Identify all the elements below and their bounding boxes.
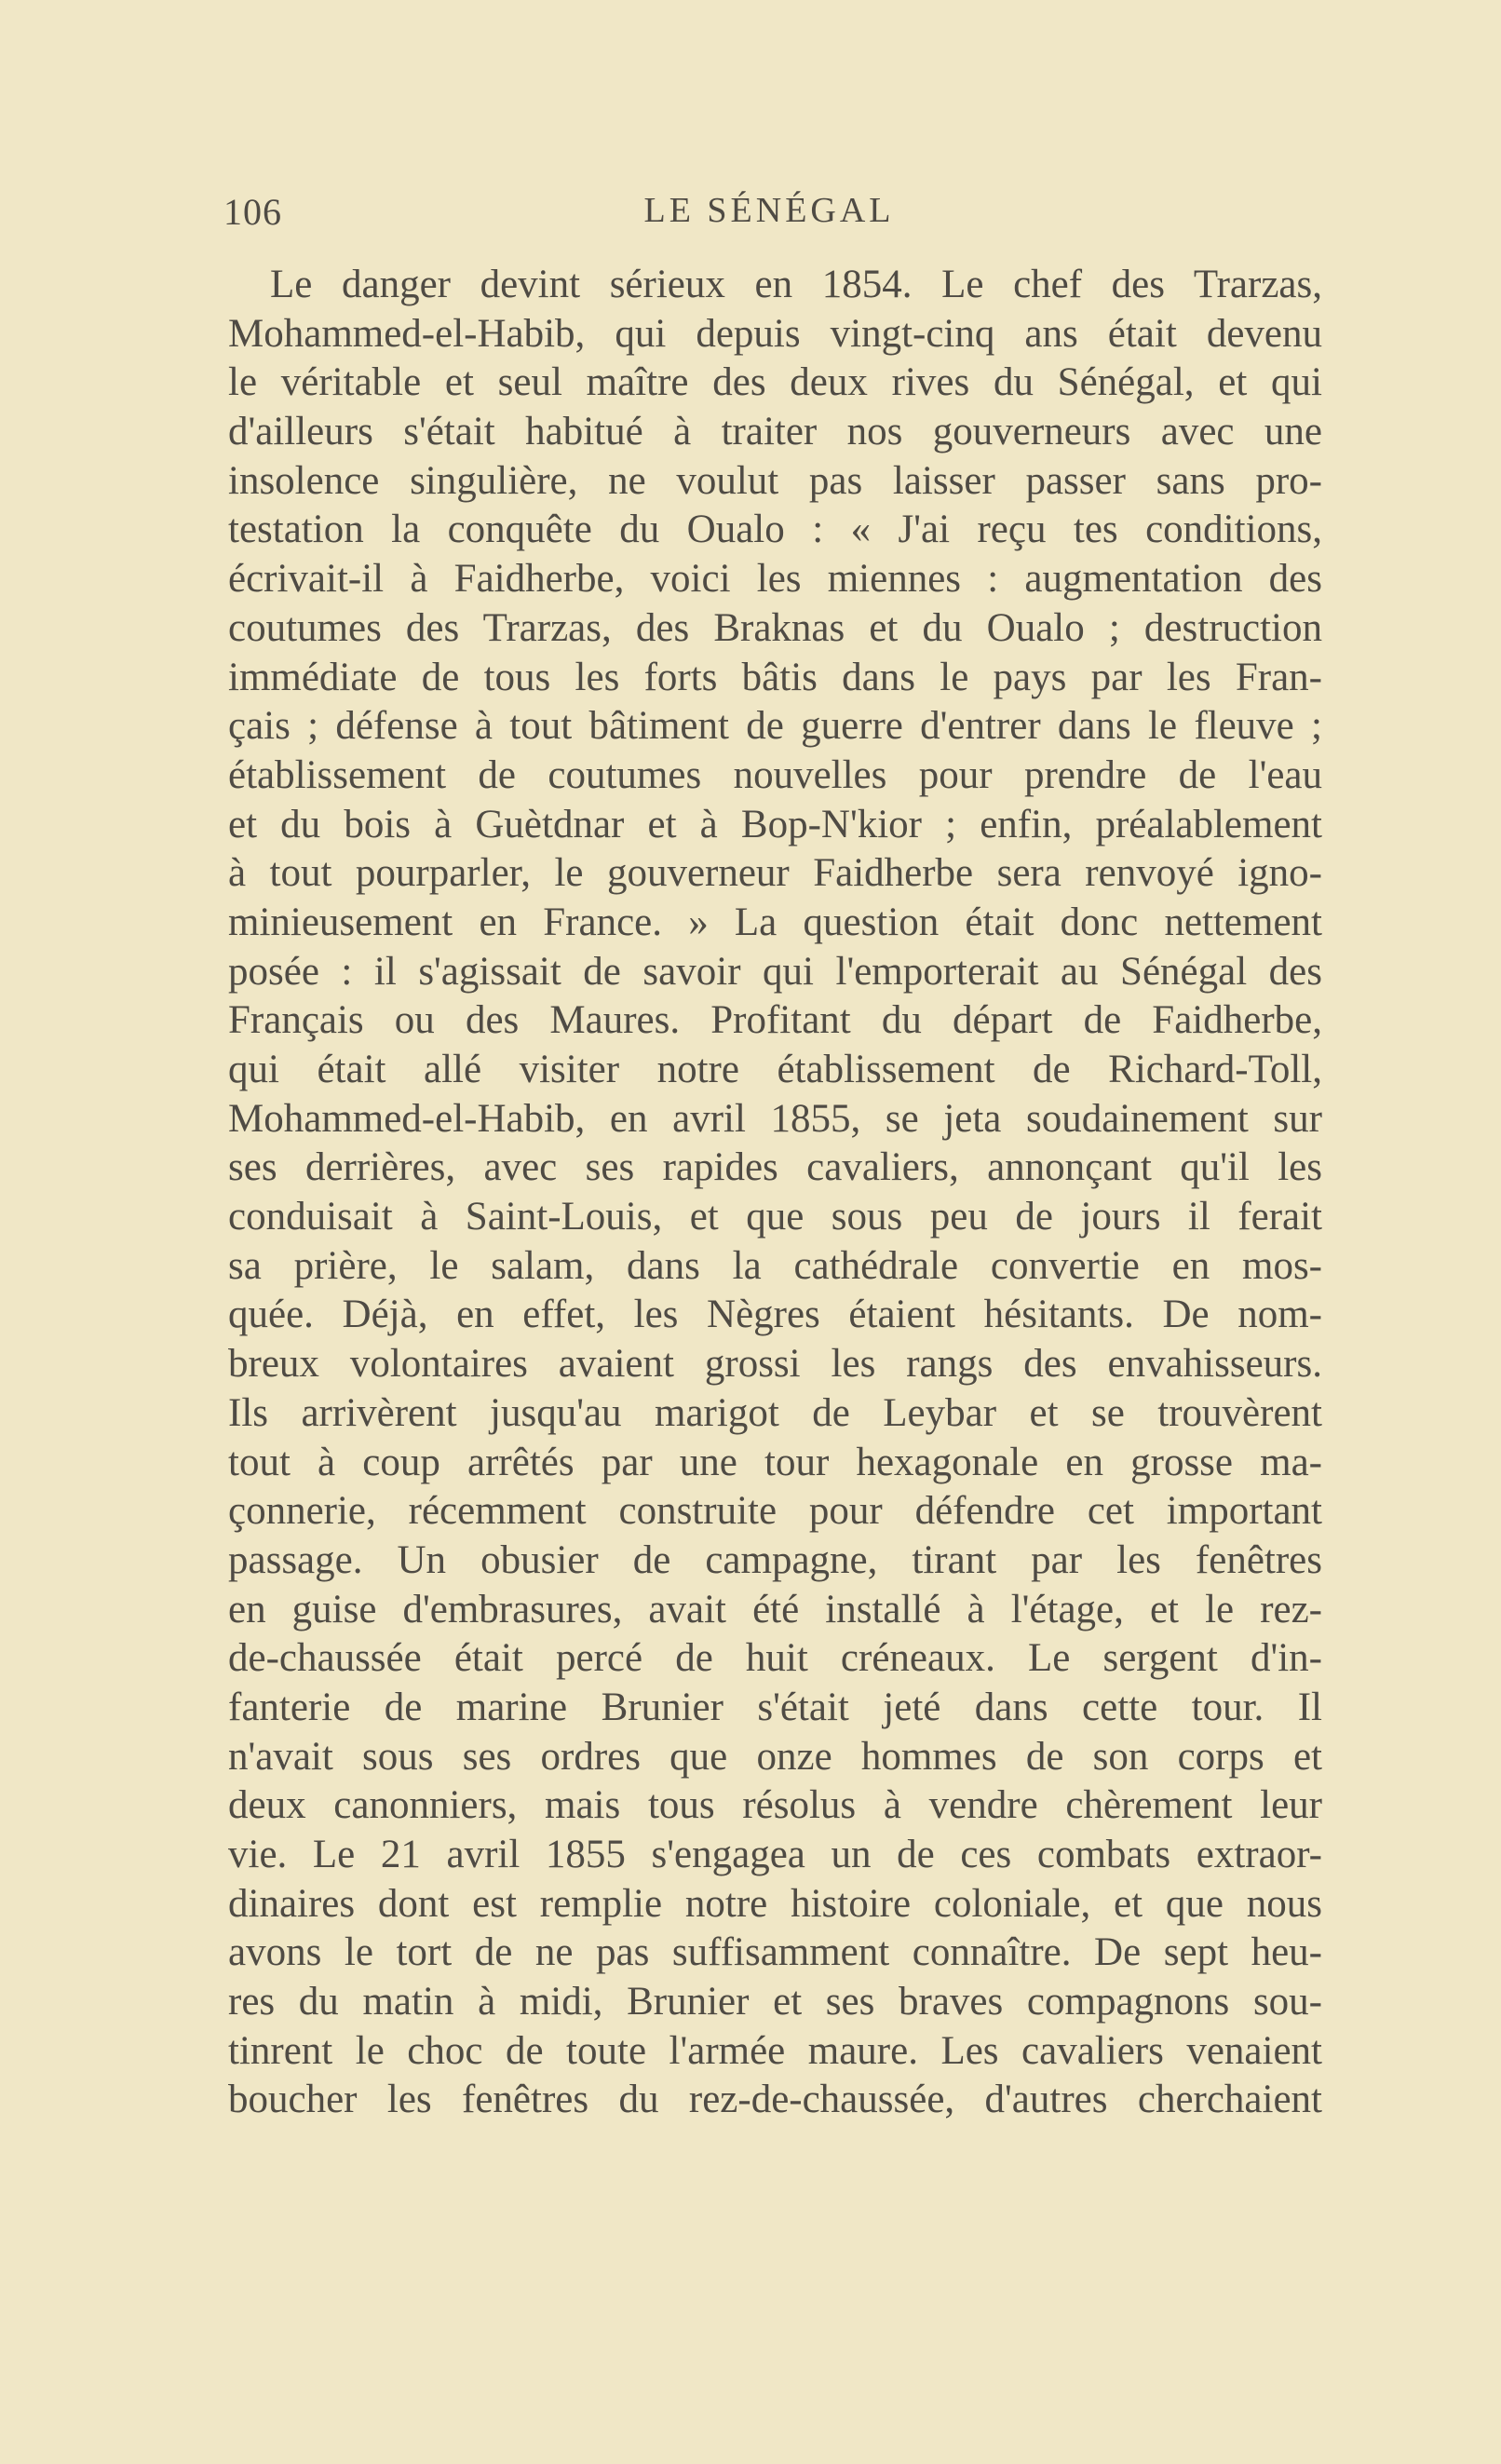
text-line: sa prière, le salam, dans la cathédrale convertie en mos-	[228, 1243, 1322, 1288]
text-line: Français ou des Maures. Profitant du départ de Faidherbe,	[228, 998, 1322, 1043]
text-line: tinrent le choc de toute l'armée maure. Les cavaliers venaient	[228, 2028, 1322, 2073]
text-line: qui était allé visiter notre établissement de Richard-Toll,	[228, 1048, 1322, 1091]
text-line: quée. Déjà, en effet, les Nègres étaient hésitants. De nom-	[228, 1293, 1322, 1337]
text-line: le véritable et seul maître des deux rives du Sénégal, et qui	[228, 360, 1322, 405]
text-line: Le danger devint sérieux en 1854. Le chef des Trarzas,	[270, 263, 1322, 306]
text-line: Mohammed-el-Habib, qui depuis vingt-cinq ans était devenu	[228, 311, 1322, 356]
text-line: dinaires dont est remplie notre histoire coloniale, et que nous	[228, 1881, 1322, 1926]
text-line: Ils arrivèrent jusqu'au marigot de Leybar et se trouvèrent	[228, 1390, 1322, 1435]
text-line: posée : il s'agissait de savoir qui l'emporterait au Sénégal des	[228, 949, 1322, 994]
text-line: boucher les fenêtres du rez-de-chaussée, d'autres cherchaient	[228, 2078, 1322, 2122]
text-line: testation la conquête du Oualo : « J'ai reçu tes conditions,	[228, 508, 1322, 552]
running-head: LE SÉNÉGAL	[643, 191, 895, 230]
text-line: coutumes des Trarzas, des Braknas et du Oualo ; destruction	[228, 605, 1322, 650]
text-line: deux canonniers, mais tous résolus à vendre chèrement leur	[228, 1783, 1322, 1828]
text-line: çais ; défense à tout bâtiment de guerre d'entrer dans le fleuve ;	[228, 704, 1322, 749]
text-line: en guise d'embrasures, avait été installé à l'étage, et le rez-	[228, 1587, 1322, 1631]
text-line: breux volontaires avaient grossi les rangs des envahisseurs.	[228, 1342, 1322, 1387]
text-line: de-chaussée était percé de huit créneaux. Le sergent d'in-	[228, 1636, 1322, 1681]
text-line: vie. Le 21 avril 1855 s'engagea un de ces combats extraor-	[228, 1833, 1322, 1876]
text-line: écrivait-il à Faidherbe, voici les miennes : augmentation des	[228, 557, 1322, 602]
text-line: çonnerie, récemment construite pour défendre cet important	[228, 1489, 1322, 1534]
text-line: minieusement en France. » La question était donc nettement	[228, 900, 1322, 944]
text-line: res du matin à midi, Brunier et ses braves compagnons sou-	[228, 1980, 1322, 2024]
text-line: établissement de coutumes nouvelles pour prendre de l'eau	[228, 752, 1322, 797]
text-line: passage. Un obusier de campagne, tirant par les fenêtres	[228, 1537, 1322, 1582]
text-line: fanterie de marine Brunier s'était jeté dans cette tour. Il	[228, 1685, 1322, 1729]
text-line: immédiate de tous les forts bâtis dans le pays par les Fran-	[228, 655, 1322, 699]
text-line: Mohammed-el-Habib, en avril 1855, se jeta soudainement sur	[228, 1096, 1322, 1141]
text-line: tout à coup arrêtés par une tour hexagonale en grosse ma-	[228, 1440, 1322, 1484]
text-line: ses derrières, avec ses rapides cavaliers, annonçant qu'il les	[228, 1145, 1322, 1190]
text-line: d'ailleurs s'était habitué à traiter nos gouverneurs avec une	[228, 410, 1322, 454]
text-line: à tout pourparler, le gouverneur Faidherbe sera renvoyé igno-	[228, 851, 1322, 896]
text-line: avons le tort de ne pas suffisamment connaître. De sept heu-	[228, 1930, 1322, 1975]
text-line: n'avait sous ses ordres que onze hommes de son corps et	[228, 1734, 1322, 1779]
text-line: insolence singulière, ne voulut pas laisser passer sans pro-	[228, 458, 1322, 503]
page-number: 106	[223, 191, 282, 233]
text-line: conduisait à Saint-Louis, et que sous peu de jours il ferait	[228, 1195, 1322, 1239]
text-line: et du bois à Guètdnar et à Bop-N'kior ; enfin, préalablement	[228, 802, 1322, 846]
body-text	[228, 261, 1322, 2125]
